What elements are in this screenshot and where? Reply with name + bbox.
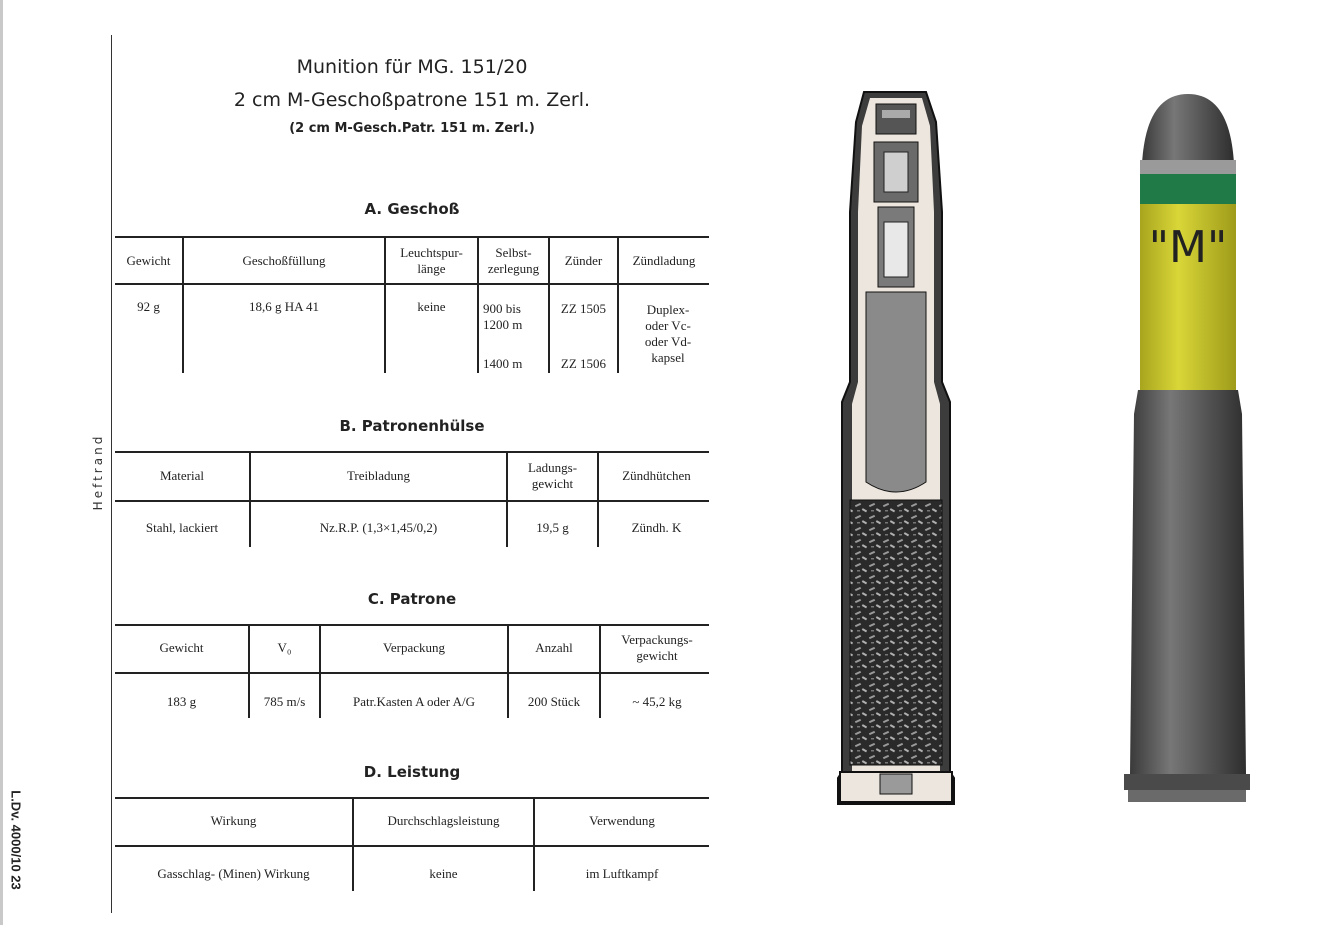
- section-d-title: D. Leistung: [363, 763, 461, 781]
- table-c-header-cell: Verpackung: [382, 640, 446, 655]
- table-a-header-cell: Geschoßfüllung: [242, 252, 326, 268]
- primer: [880, 774, 912, 794]
- table-a-header-cell: Leuchtspur- länge: [400, 244, 463, 276]
- table-d-header-cell: Durchschlagsleistung: [387, 813, 500, 828]
- table-b-cell: Zündh. K: [631, 520, 682, 535]
- page-title: Munition für MG. 151/20: [296, 56, 528, 78]
- section-a-title: A. Geschoß: [364, 200, 460, 218]
- table-c-header-cell: Anzahl: [535, 640, 573, 655]
- table-a-cell-zuender: ZZ 1505: [560, 301, 607, 316]
- table-c-header-cell: V₀: [277, 640, 292, 655]
- detonator: [884, 222, 908, 277]
- table-b-header-cell: Material: [159, 467, 205, 483]
- table-c-header-rule: [115, 672, 709, 674]
- table-b-cell: Stahl, lackiert: [145, 520, 219, 535]
- table-a-header-cell: Zündladung: [632, 252, 696, 268]
- table-a-header-cell: Selbst- zerlegung: [487, 244, 540, 276]
- explosive-filling: [866, 292, 926, 492]
- fuse-mechanism: [884, 152, 908, 192]
- case-base: [1128, 790, 1246, 802]
- table-d-cell: Gasschlag- (Minen) Wirkung: [157, 866, 310, 881]
- table-a-header-rule: [115, 283, 709, 285]
- round-marking-label: "M": [1148, 222, 1228, 273]
- table-b-cell: 19,5 g: [536, 520, 569, 535]
- binding-margin-label: Heftrand: [91, 433, 105, 511]
- cartridge-exterior-illustration: [1120, 94, 1254, 810]
- table-d-header-rule: [115, 845, 709, 847]
- table-a-cell-zerlegung: 1400 m: [483, 356, 523, 371]
- fuse-head: [876, 104, 916, 134]
- binding-margin-line: [111, 35, 112, 913]
- page-edge: [0, 0, 3, 925]
- propellant-charge: [850, 500, 942, 765]
- table-b-header-cell: Ladungs- gewicht: [527, 459, 578, 491]
- section-b-title: B. Patronenhülse: [339, 417, 485, 435]
- table-c-cell: Patr.Kasten A oder A/G: [352, 694, 476, 709]
- table-c-cell: 200 Stück: [527, 694, 581, 709]
- color-band: [1140, 174, 1236, 204]
- table-d-cell: keine: [429, 866, 458, 881]
- page-subtitle: 2 cm M-Geschoßpatrone 151 m. Zerl.: [233, 89, 591, 111]
- table-a-header-cell: Zünder: [564, 252, 603, 268]
- table-a-cell-leuchtspur: keine: [417, 299, 446, 314]
- table-a-cell-zuendladung: Duplex- oder Vc- oder Vd- kapsel: [644, 302, 692, 365]
- table-d-cell: im Luftkampf: [585, 866, 659, 881]
- table-a-cell-zerlegung: 900 bis 1200 m: [483, 301, 523, 332]
- projectile-ring: [1140, 160, 1236, 174]
- table-a-cell-gewicht: 92 g: [137, 299, 160, 314]
- document-number: L.Dv. 4000/10 23: [8, 790, 24, 890]
- table-c-header-cell: Gewicht: [159, 640, 204, 655]
- table-a-cell-zuender: ZZ 1506: [560, 356, 607, 371]
- table-b-cell: Nz.R.P. (1,3×1,45/0,2): [319, 520, 438, 535]
- cartridge-cutaway-illustration: [826, 82, 966, 810]
- table-b-header-rule: [115, 500, 709, 502]
- table-a-header-cell: Gewicht: [126, 252, 171, 268]
- table-a-cell-fuellung: 18,6 g HA 41: [248, 299, 320, 314]
- fuse-detail: [882, 110, 910, 118]
- table-c-header-cell: Verpackungs- gewicht: [621, 632, 693, 663]
- table-d-header-cell: Wirkung: [210, 813, 257, 828]
- case-rim: [1124, 774, 1250, 790]
- section-c-title: C. Patrone: [367, 590, 457, 608]
- table-c-cell: 183 g: [166, 694, 197, 709]
- table-b-header-cell: Treibladung: [346, 467, 411, 483]
- table-b-header-cell: Zündhütchen: [622, 467, 691, 483]
- table-c-cell: 785 m/s: [263, 694, 306, 709]
- cartridge-case: [1130, 390, 1246, 774]
- page-short-title: (2 cm M-Gesch.Patr. 151 m. Zerl.): [289, 121, 535, 136]
- projectile-nose: [1142, 94, 1234, 164]
- table-c-cell: ~ 45,2 kg: [632, 694, 682, 709]
- table-d-header-cell: Verwendung: [589, 813, 655, 828]
